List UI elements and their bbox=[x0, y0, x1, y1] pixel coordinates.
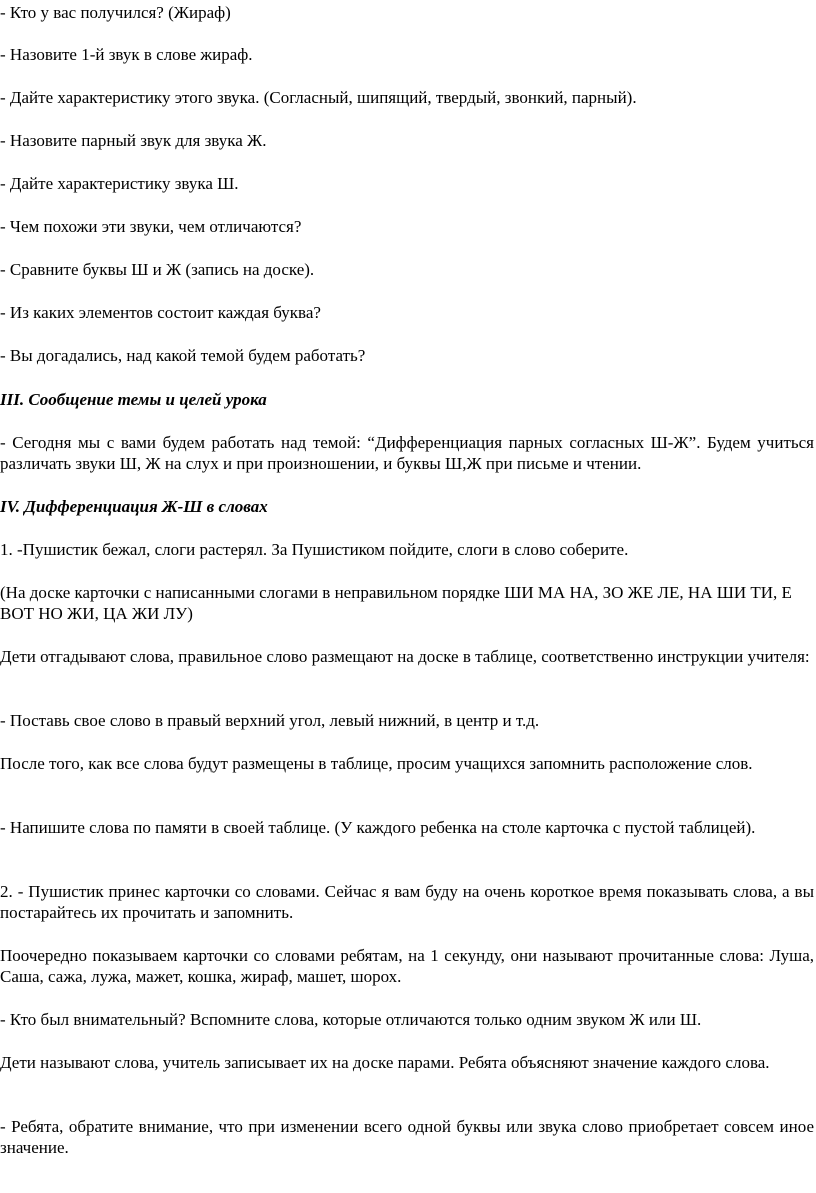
paragraph-topic-announcement: - Сегодня мы с вами будем работать над темой: “Дифференциация парных согласных Ш-Ж”. Будем учиться различать звуки Ш, Ж на слух и при произношении, и буквы Ш,Ж при письме и чтении. bbox=[0, 433, 814, 473]
question-similarities: - Чем похожи эти звуки, чем отличаются? bbox=[0, 217, 302, 236]
paragraph-task-1: 1. -Пушистик бежал, слоги растерял. За Пушистиком пойдите, слоги в слово соберите. bbox=[0, 540, 629, 559]
question-compare-letters: - Сравните буквы Ш и Ж (запись на доске). bbox=[0, 260, 315, 279]
question-paired-sound: - Назовите парный звук для звука Ж. bbox=[0, 131, 267, 150]
paragraph-board-cards: (На доске карточки с написанными слогами в неправильном порядке ШИ МА НА, ЗО ЖЕ ЛЕ, НА ШИ ТИ, Е ВОТ НО ЖИ, ЦА ЖИ ЛУ) bbox=[0, 583, 792, 623]
paragraph-children-guess: Дети отгадывают слова, правильное слово размещают на доске в таблице, соответственно инструкции учителя: bbox=[0, 647, 810, 666]
paragraph-who-attentive: - Кто был внимательный? Вспомните слова, которые отличаются только одним звуком Ж или Ш. bbox=[0, 1010, 702, 1029]
paragraph-place-word: - Поставь свое слово в правый верхний угол, левый нижний, в центр и т.д. bbox=[0, 711, 540, 730]
question-first-sound: - Назовите 1-й звук в слове жираф. bbox=[0, 45, 253, 64]
paragraph-task-2: 2. - Пушистик принес карточки со словами. Сейчас я вам буду на очень короткое время показывать слова, а вы постарайтесь их прочитать и запомнить. bbox=[0, 882, 814, 922]
question-characterize-sh: - Дайте характеристику звука Ш. bbox=[0, 174, 239, 193]
question-who-came-out: - Кто у вас получился? (Жираф) bbox=[0, 3, 231, 22]
paragraph-write-pairs: Дети называют слова, учитель записывает их на доске парами. Ребята объясняют значение каждого слова. bbox=[0, 1053, 770, 1072]
section-heading-4: IV. Дифференциация Ж-Ш в словах bbox=[0, 497, 268, 516]
question-letter-elements: - Из каких элементов состоит каждая буква? bbox=[0, 303, 321, 322]
paragraph-meaning-change: - Ребята, обратите внимание, что при изменении всего одной буквы или звука слово приобретает совсем иное значение. bbox=[0, 1117, 814, 1157]
question-characterize-sound: - Дайте характеристику этого звука. (Согласный, шипящий, твердый, звонкий, парный). bbox=[0, 88, 637, 107]
paragraph-remember-layout: После того, как все слова будут размещены в таблице, просим учащихся запомнить расположение слов. bbox=[0, 754, 753, 773]
paragraph-write-from-memory: - Напишите слова по памяти в своей таблице. (У каждого ребенка на столе карточка с пустой таблицей). bbox=[0, 818, 756, 837]
paragraph-show-cards: Поочередно показываем карточки со словами ребятам, на 1 секунду, они называют прочитанные слова: Луша, Саша, сажа, лужа, мажет, кошка, жираф, машет, шорох. bbox=[0, 946, 814, 986]
section-heading-3: III. Сообщение темы и целей урока bbox=[0, 390, 267, 409]
question-guess-topic: - Вы догадались, над какой темой будем работать? bbox=[0, 346, 366, 365]
